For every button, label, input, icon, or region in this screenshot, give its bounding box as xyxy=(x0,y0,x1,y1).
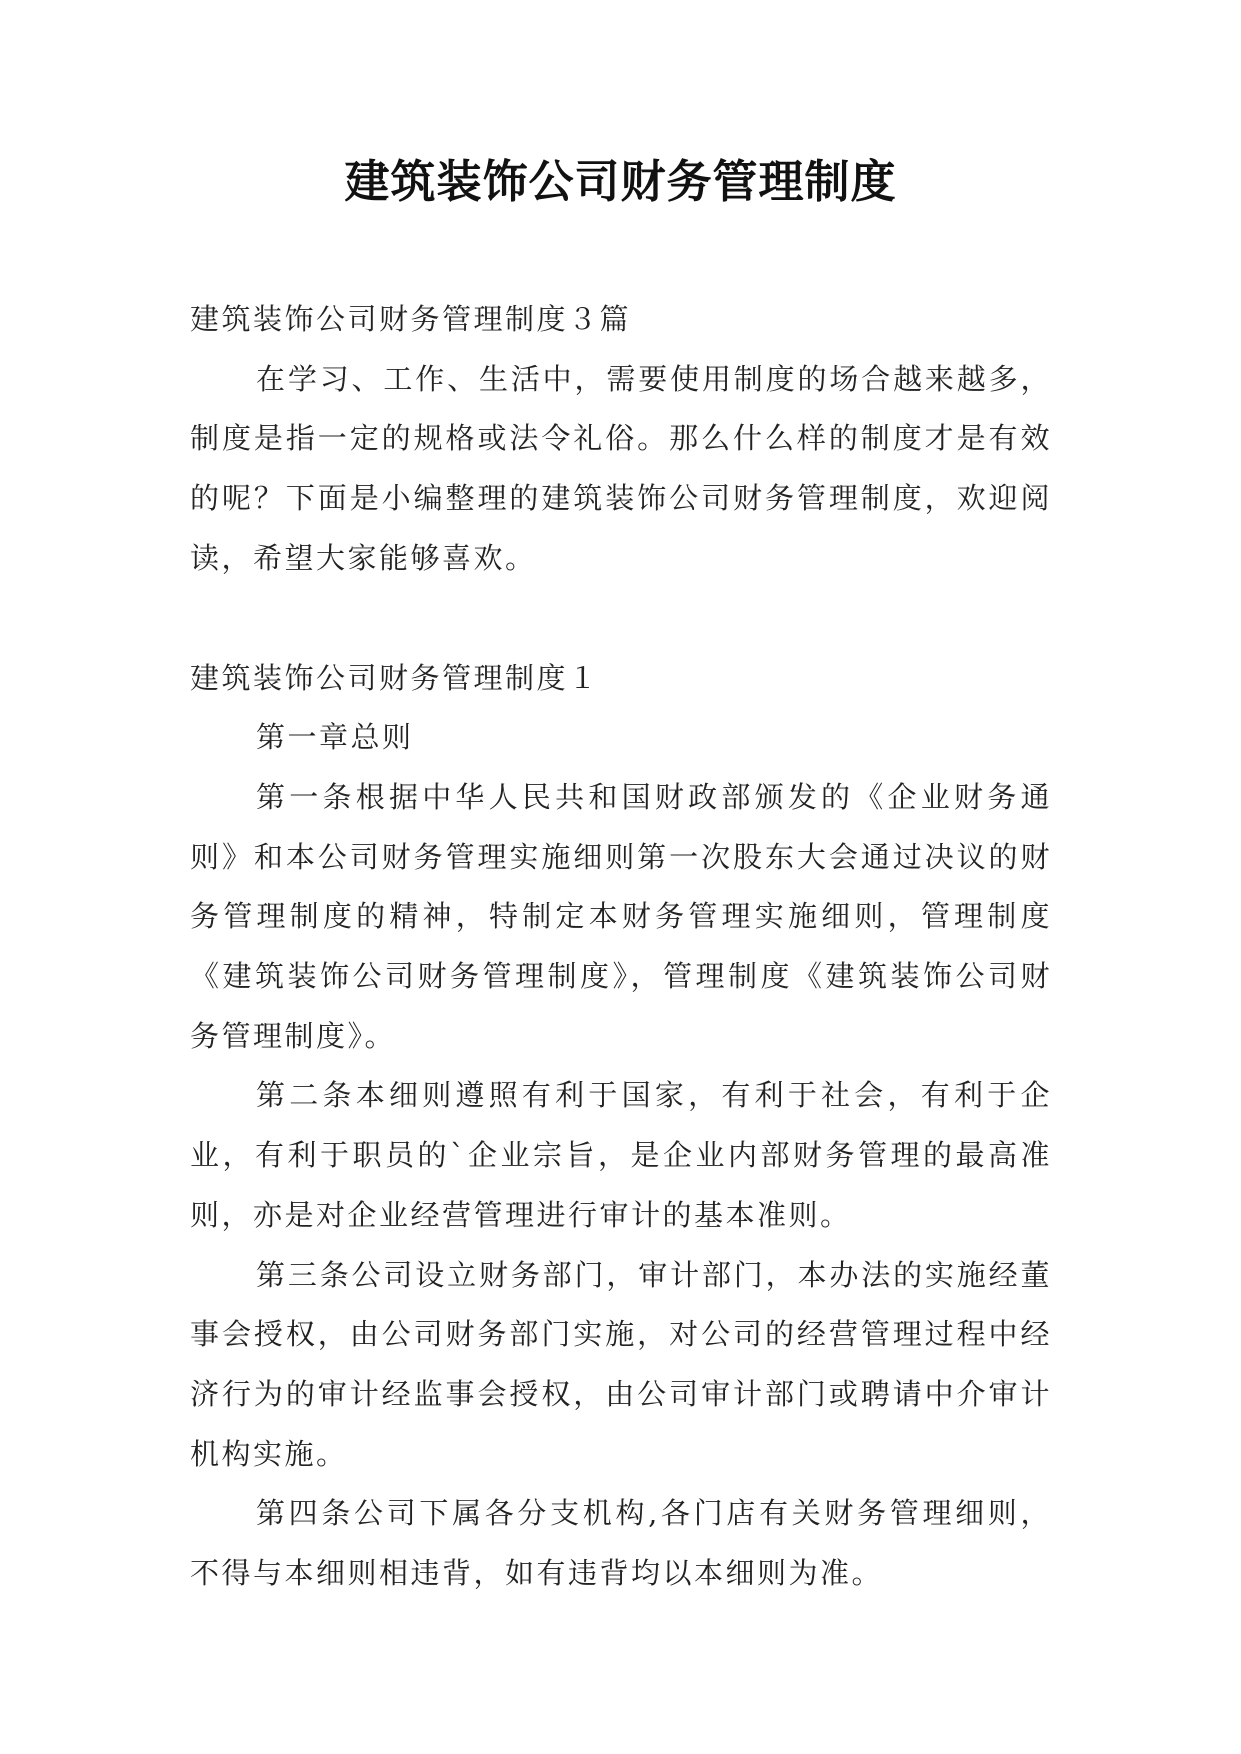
document-title: 建筑装饰公司财务管理制度 xyxy=(344,155,897,208)
intro-paragraph: 在学习、工作、生活中，需要使用制度的场合越来越多，制度是指一定的规格或法令礼俗。那么什么样的制度才是有效的呢？下面是小编整理的建筑装饰公司财务管理制度，欢迎阅读，希望大家能够喜欢。 xyxy=(190,361,1052,575)
article-paragraph-3: 第三条公司设立财务部门，审计部门，本办法的实施经董事会授权，由公司财务部门实施，对公司的经营管理过程中经济行为的审计经监事会授权，由公司审计部门或聘请中介审计机构实施。 xyxy=(190,1257,1052,1471)
article-paragraph-1: 第一条根据中华人民共和国财政部颁发的《企业财务通则》和本公司财务管理实施细则第一次股东大会通过决议的财务管理制度的精神，特制定本财务管理实施细则，管理制度《建筑装饰公司财务管理制度》，管理制度《建筑装饰公司财务管理制度》。 xyxy=(190,779,1052,1053)
section-heading: 建筑装饰公司财务管理制度１ xyxy=(190,660,600,695)
document-subtitle: 建筑装饰公司财务管理制度３篇 xyxy=(190,302,632,336)
chapter-heading: 第一章总则 xyxy=(256,720,414,755)
article-paragraph-4: 第四条公司下属各分支机构,各门店有关财务管理细则，不得与本细则相违背，如有违背均以本细则为准。 xyxy=(190,1496,1052,1591)
document-body xyxy=(190,290,1052,1604)
section-spacer xyxy=(190,589,1052,649)
article-paragraph-2: 第二条本细则遵照有利于国家，有利于社会，有利于企业，有利于职员的`企业宗旨，是企业内部财务管理的最高准则，亦是对企业经营管理进行审计的基本准则。 xyxy=(190,1078,1052,1232)
